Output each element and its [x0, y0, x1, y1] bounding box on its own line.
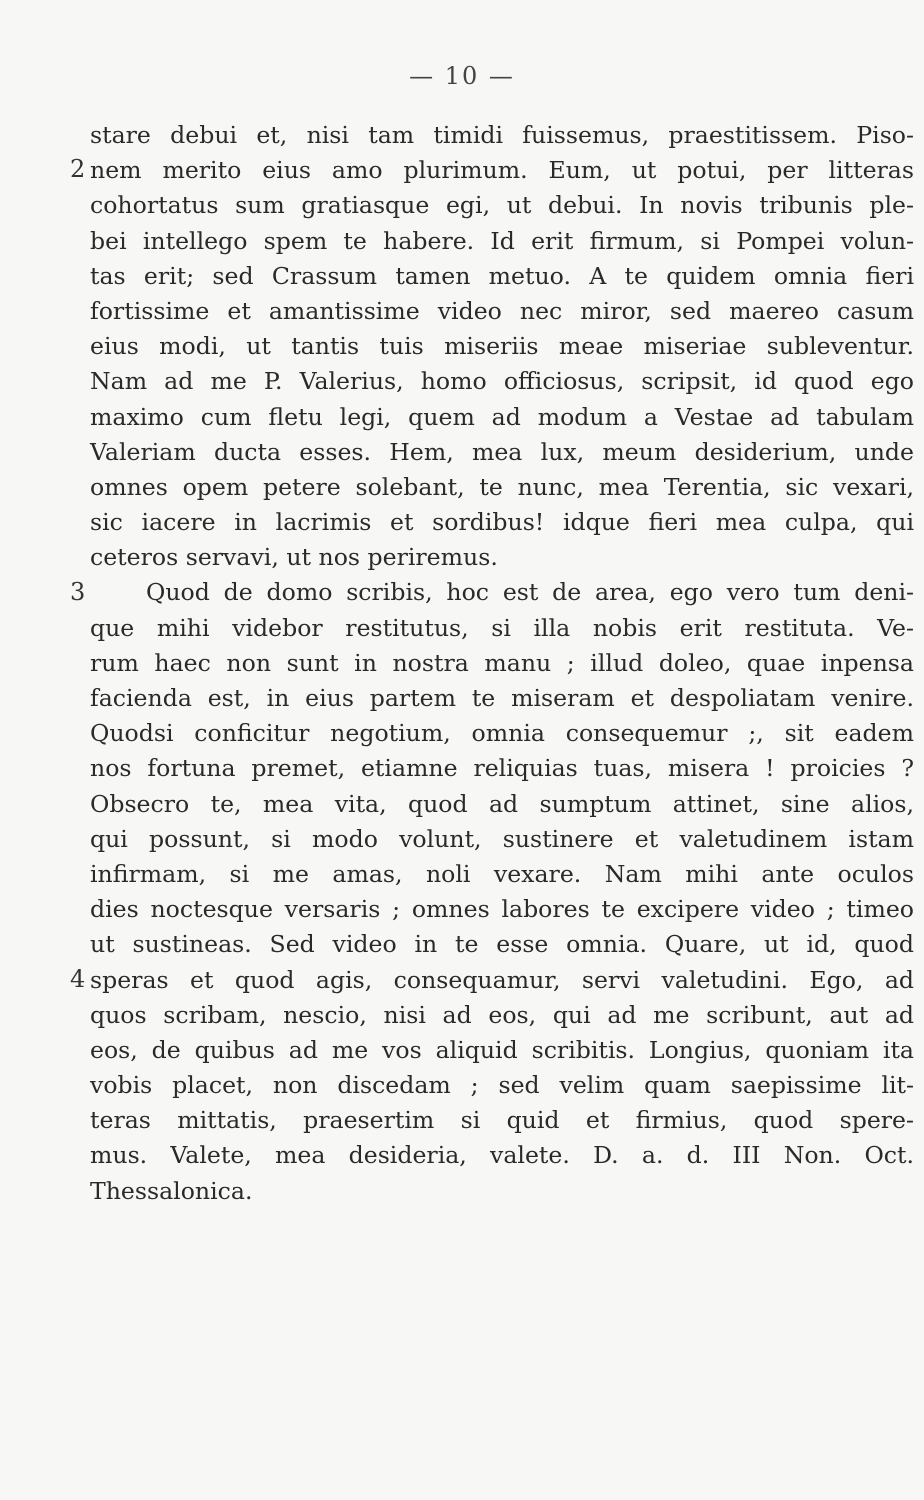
body-text [90, 118, 914, 1209]
section-number: 2 [70, 155, 86, 184]
text-line: mus. Valete, mea desideria, valete. D. a. d. III Non. Oct. [90, 1141, 914, 1170]
text-line: eos, de quibus ad me vos aliquid scribitis. Longius, quoniam ita [90, 1035, 914, 1064]
text-line: Nam ad me P. Valerius, homo officiosus, scripsit, id quod ego [90, 367, 914, 396]
text-line: tas erit; sed Crassum tamen metuo. A te quidem omnia fieri [90, 261, 914, 290]
text-line: que mihi videbor restitutus, si illa nobis erit restituta. Ve- [90, 613, 914, 642]
text-line: teras mittatis, praesertim si quid et firmius, quod spere- [90, 1106, 914, 1135]
text-line: cohortatus sum gratiasque egi, ut debui. In novis tribunis ple- [90, 191, 914, 220]
text-line: Valeriam ducta esses. Hem, mea lux, meum desiderium, unde [90, 437, 914, 466]
text-line: sic iacere in lacrimis et sordibus! idque fieri mea culpa, qui [90, 508, 914, 537]
page-number: — 10 — [409, 62, 515, 90]
text-line: Quod de domo scribis, hoc est de area, ego vero tum deni- [146, 578, 914, 607]
text-line: infirmam, si me amas, noli vexare. Nam mihi ante oculos [90, 859, 914, 888]
text-line: omnes opem petere solebant, te nunc, mea Terentia, sic vexari, [90, 472, 914, 501]
text-line: stare debui et, nisi tam timidi fuissemus, praestitissem. Piso- [90, 121, 914, 149]
section-number: 3 [70, 577, 86, 606]
text-line: facienda est, in eius partem te miseram et despoliatam venire. [90, 684, 914, 712]
text-line: nem merito eius amo plurimum. Eum, ut potui, per litteras [90, 156, 914, 185]
text-line: nos fortuna premet, etiamne reliquias tuas, misera ! proicies ? [90, 754, 914, 783]
text-line: eius modi, ut tantis tuis miseriis meae miseriae subleventur. [90, 332, 914, 361]
text-line: Thessalonica. [90, 1176, 253, 1205]
text-line: bei intellego spem te habere. Id erit firmum, si Pompei volun- [90, 226, 914, 255]
text-line: speras et quod agis, consequamur, servi valetudini. Ego, ad [90, 965, 914, 994]
text-line: Quodsi conficitur negotium, omnia consequemur ;, sit eadem [90, 719, 914, 748]
text-line: Obsecro te, mea vita, quod ad sumptum attinet, sine alios, [90, 789, 914, 818]
text-line: maximo cum fletu legi, quem ad modum a Vestae ad tabulam [90, 402, 914, 431]
text-line: ut sustineas. Sed video in te esse omnia. Quare, ut id, quod [90, 930, 914, 959]
text-line: dies noctesque versaris ; omnes labores te excipere video ; timeo [90, 895, 914, 924]
text-line: rum haec non sunt in nostra manu ; illud doleo, quae inpensa [90, 648, 914, 677]
text-line: ceteros servavi, ut nos periremus. [90, 543, 498, 572]
section-number: 4 [70, 964, 86, 993]
text-line: fortissime et amantissime video nec miror, sed maereo casum [90, 296, 914, 325]
text-line: quos scribam, nescio, nisi ad eos, qui ad me scribunt, aut ad [90, 1000, 914, 1029]
text-line: vobis placet, non discedam ; sed velim quam saepissime lit- [90, 1071, 914, 1100]
text-line: qui possunt, si modo volunt, sustinere et valetudinem istam [90, 824, 914, 853]
